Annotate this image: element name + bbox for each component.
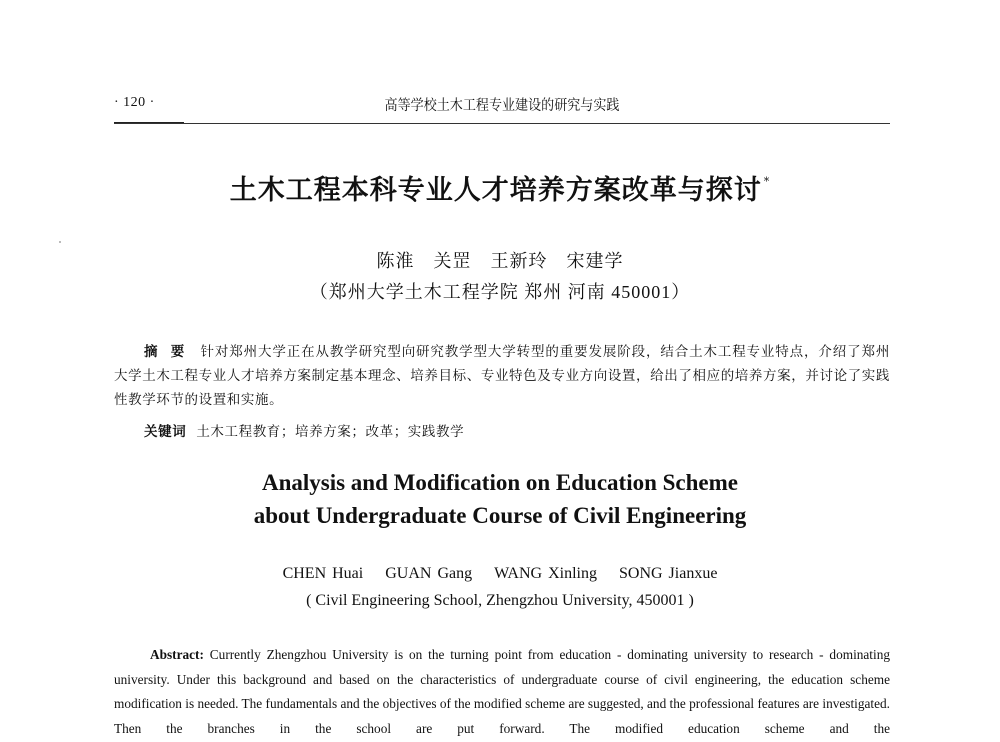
english-abstract-label: Abstract: <box>150 647 204 662</box>
english-title-line-1: Analysis and Modification on Education Scheme <box>261 470 739 495</box>
title-footnote-mark: * <box>763 175 771 188</box>
english-abstract-text: Currently Zhengzhou University is on the turning point from education - dominating university to research - dominating university. Under this background and based on the characteristics of undergraduate course of civil engineering, the education scheme modification is needed. The fundamentals and the objectives of the modified scheme are suggested, and the professional features are investigated. Then the branches in the school are put forward. The modified education scheme and the <box>114 647 890 736</box>
header-rule <box>114 123 890 124</box>
english-abstract <box>114 643 890 741</box>
running-header <box>114 94 890 116</box>
chinese-abstract-label: 摘 要 <box>144 344 189 360</box>
journal-title: 高等学校土木工程专业建设的研究与实践 <box>384 98 620 114</box>
chinese-authors: 陈淮 关罡 王新玲 宋建学 <box>376 251 624 271</box>
chinese-keywords <box>144 420 464 440</box>
chinese-affiliation: （郑州大学土木工程学院 郑州 河南 450001） <box>309 282 691 302</box>
chinese-title-text: 土木工程本科专业人才培养方案改革与探讨 <box>229 175 762 206</box>
chinese-keywords-text: 土木工程教育；培养方案；改革；实践教学 <box>196 424 465 439</box>
english-affiliation: ( Civil Engineering School, Zhengzhou University, 450001 ) <box>306 592 694 609</box>
author-name: CHEN Huai <box>282 565 364 582</box>
page-number: · 120 · <box>114 95 155 110</box>
chinese-abstract <box>114 340 890 412</box>
english-authors <box>0 565 1000 583</box>
english-title <box>0 466 1000 532</box>
chinese-abstract-text: 针对郑州大学正在从教学研究型向研究教学型大学转型的重要发展阶段，结合土木工程专业特点，介绍了郑州大学土木工程专业人才培养方案制定基本理念、培养目标、专业特色及专业方向设置，给出了相应的培养方案，并讨论了实践性教学环节的设置和实施。 <box>114 344 890 407</box>
chinese-keywords-label: 关键词 <box>144 424 187 440</box>
author-name: SONG Jianxue <box>618 565 718 582</box>
english-title-line-2: about Undergraduate Course of Civil Engineering <box>253 503 747 528</box>
author-name: GUAN Gang <box>385 565 473 582</box>
chinese-title <box>0 168 1000 207</box>
author-name: WANG Xinling <box>494 565 597 582</box>
scan-speck <box>59 241 61 243</box>
